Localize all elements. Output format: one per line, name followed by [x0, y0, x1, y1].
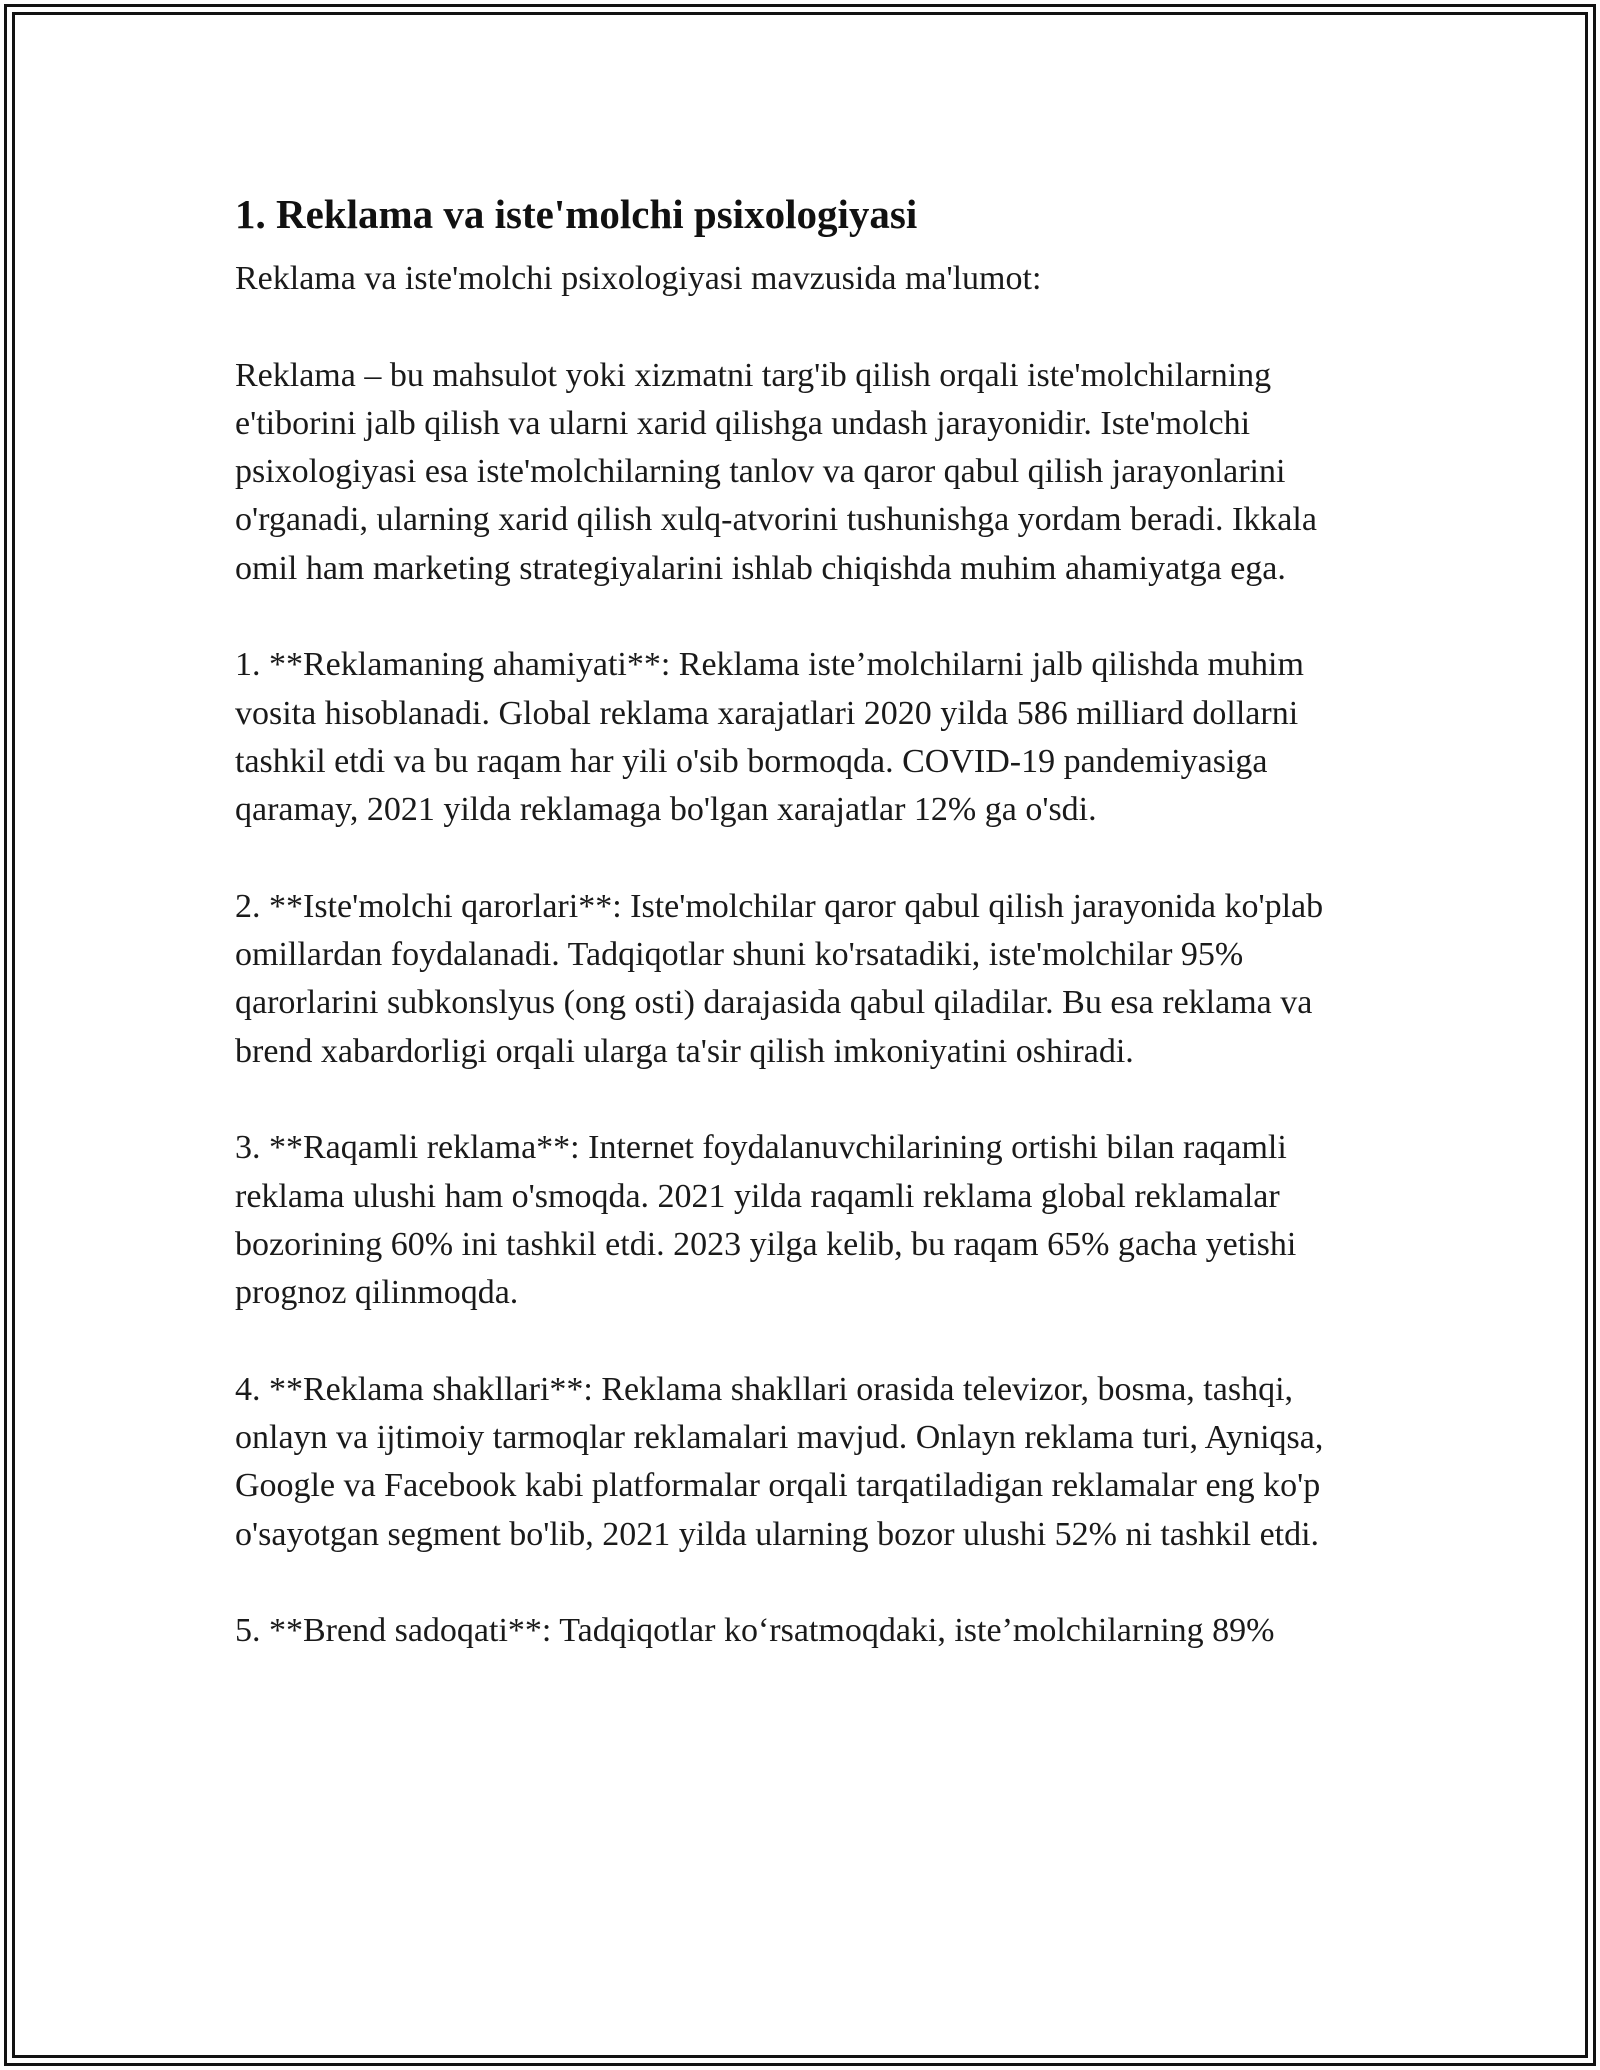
paragraph-item-1: 1. **Reklamaning ahamiyati**: Reklama iste’molchilarni jalb qilishda muhim vosita hisoblanadi. Global reklama xarajatlari 2020 yilda 586 milliard dollarni tashkil etdi va bu raqam har yili o'sib bormoqda. COVID-19 pandemiyasiga qaramay, 2021 yilda reklamaga bo'lgan xarajatlar 12% ga o'sdi. — [235, 646, 1304, 829]
page-title: 1. Reklama va iste'molchi psixologiyasi — [235, 191, 918, 237]
intro-paragraph: Reklama va iste'molchi psixologiyasi mavzusida ma'lumot: — [235, 260, 1042, 297]
document-body — [235, 185, 1370, 1704]
paragraph-item-2: 2. **Iste'molchi qarorlari**: Iste'molchilar qaror qabul qilish jarayonida ko'plab omillardan foydalanadi. Tadqiqotlar shuni ko'rsatadiki, iste'molchilar 95% qarorlarini subkonslyus (ong osti) darajasida qabul qiladilar. Bu esa reklama va brend xabardorligi orqali ularga ta'sir qilish imkoniyatini oshiradi. — [235, 887, 1324, 1070]
paragraph-item-3: 3. **Raqamli reklama**: Internet foydalanuvchilarining ortishi bilan raqamli reklama ulushi ham o'smoqda. 2021 yilda raqamli reklama global reklamalar bozorining 60% ini tashkil etdi. 2023 yilga kelib, bu raqam 65% gacha yetishi prognoz qilinmoqda. — [235, 1129, 1297, 1312]
paragraph-overview: Reklama – bu mahsulot yoki xizmatni targ'ib qilish orqali iste'molchilarning e'tiborini jalb qilish va ularni xarid qilishga undash jarayonidir. Iste'molchi psixologiyasi esa iste'molchilarning tanlov va qaror qabul qilish jarayonlarini o'rganadi, ularning xarid qilish xulq-atvorini tushunishga yordam beradi. Ikkala omil ham marketing strategiyalarini ishlab chiqishda muhim ahamiyatga ega. — [235, 356, 1317, 587]
paragraph-item-4: 4. **Reklama shakllari**: Reklama shakllari orasida televizor, bosma, tashqi, onlayn va ijtimoiy tarmoqlar reklamalari mavjud. Onlayn reklama turi, Ayniqsa, Google va Facebook kabi platformalar orqali tarqatiladigan reklamalar eng ko'p o'sayotgan segment bo'lib, 2021 yilda ularning bozor ulushi 52% ni tashkil etdi. — [235, 1370, 1324, 1553]
paragraph-item-5: 5. **Brend sadoqati**: Tadqiqotlar ko‘rsatmoqdaki, iste’molchilarning 89% — [235, 1612, 1275, 1650]
